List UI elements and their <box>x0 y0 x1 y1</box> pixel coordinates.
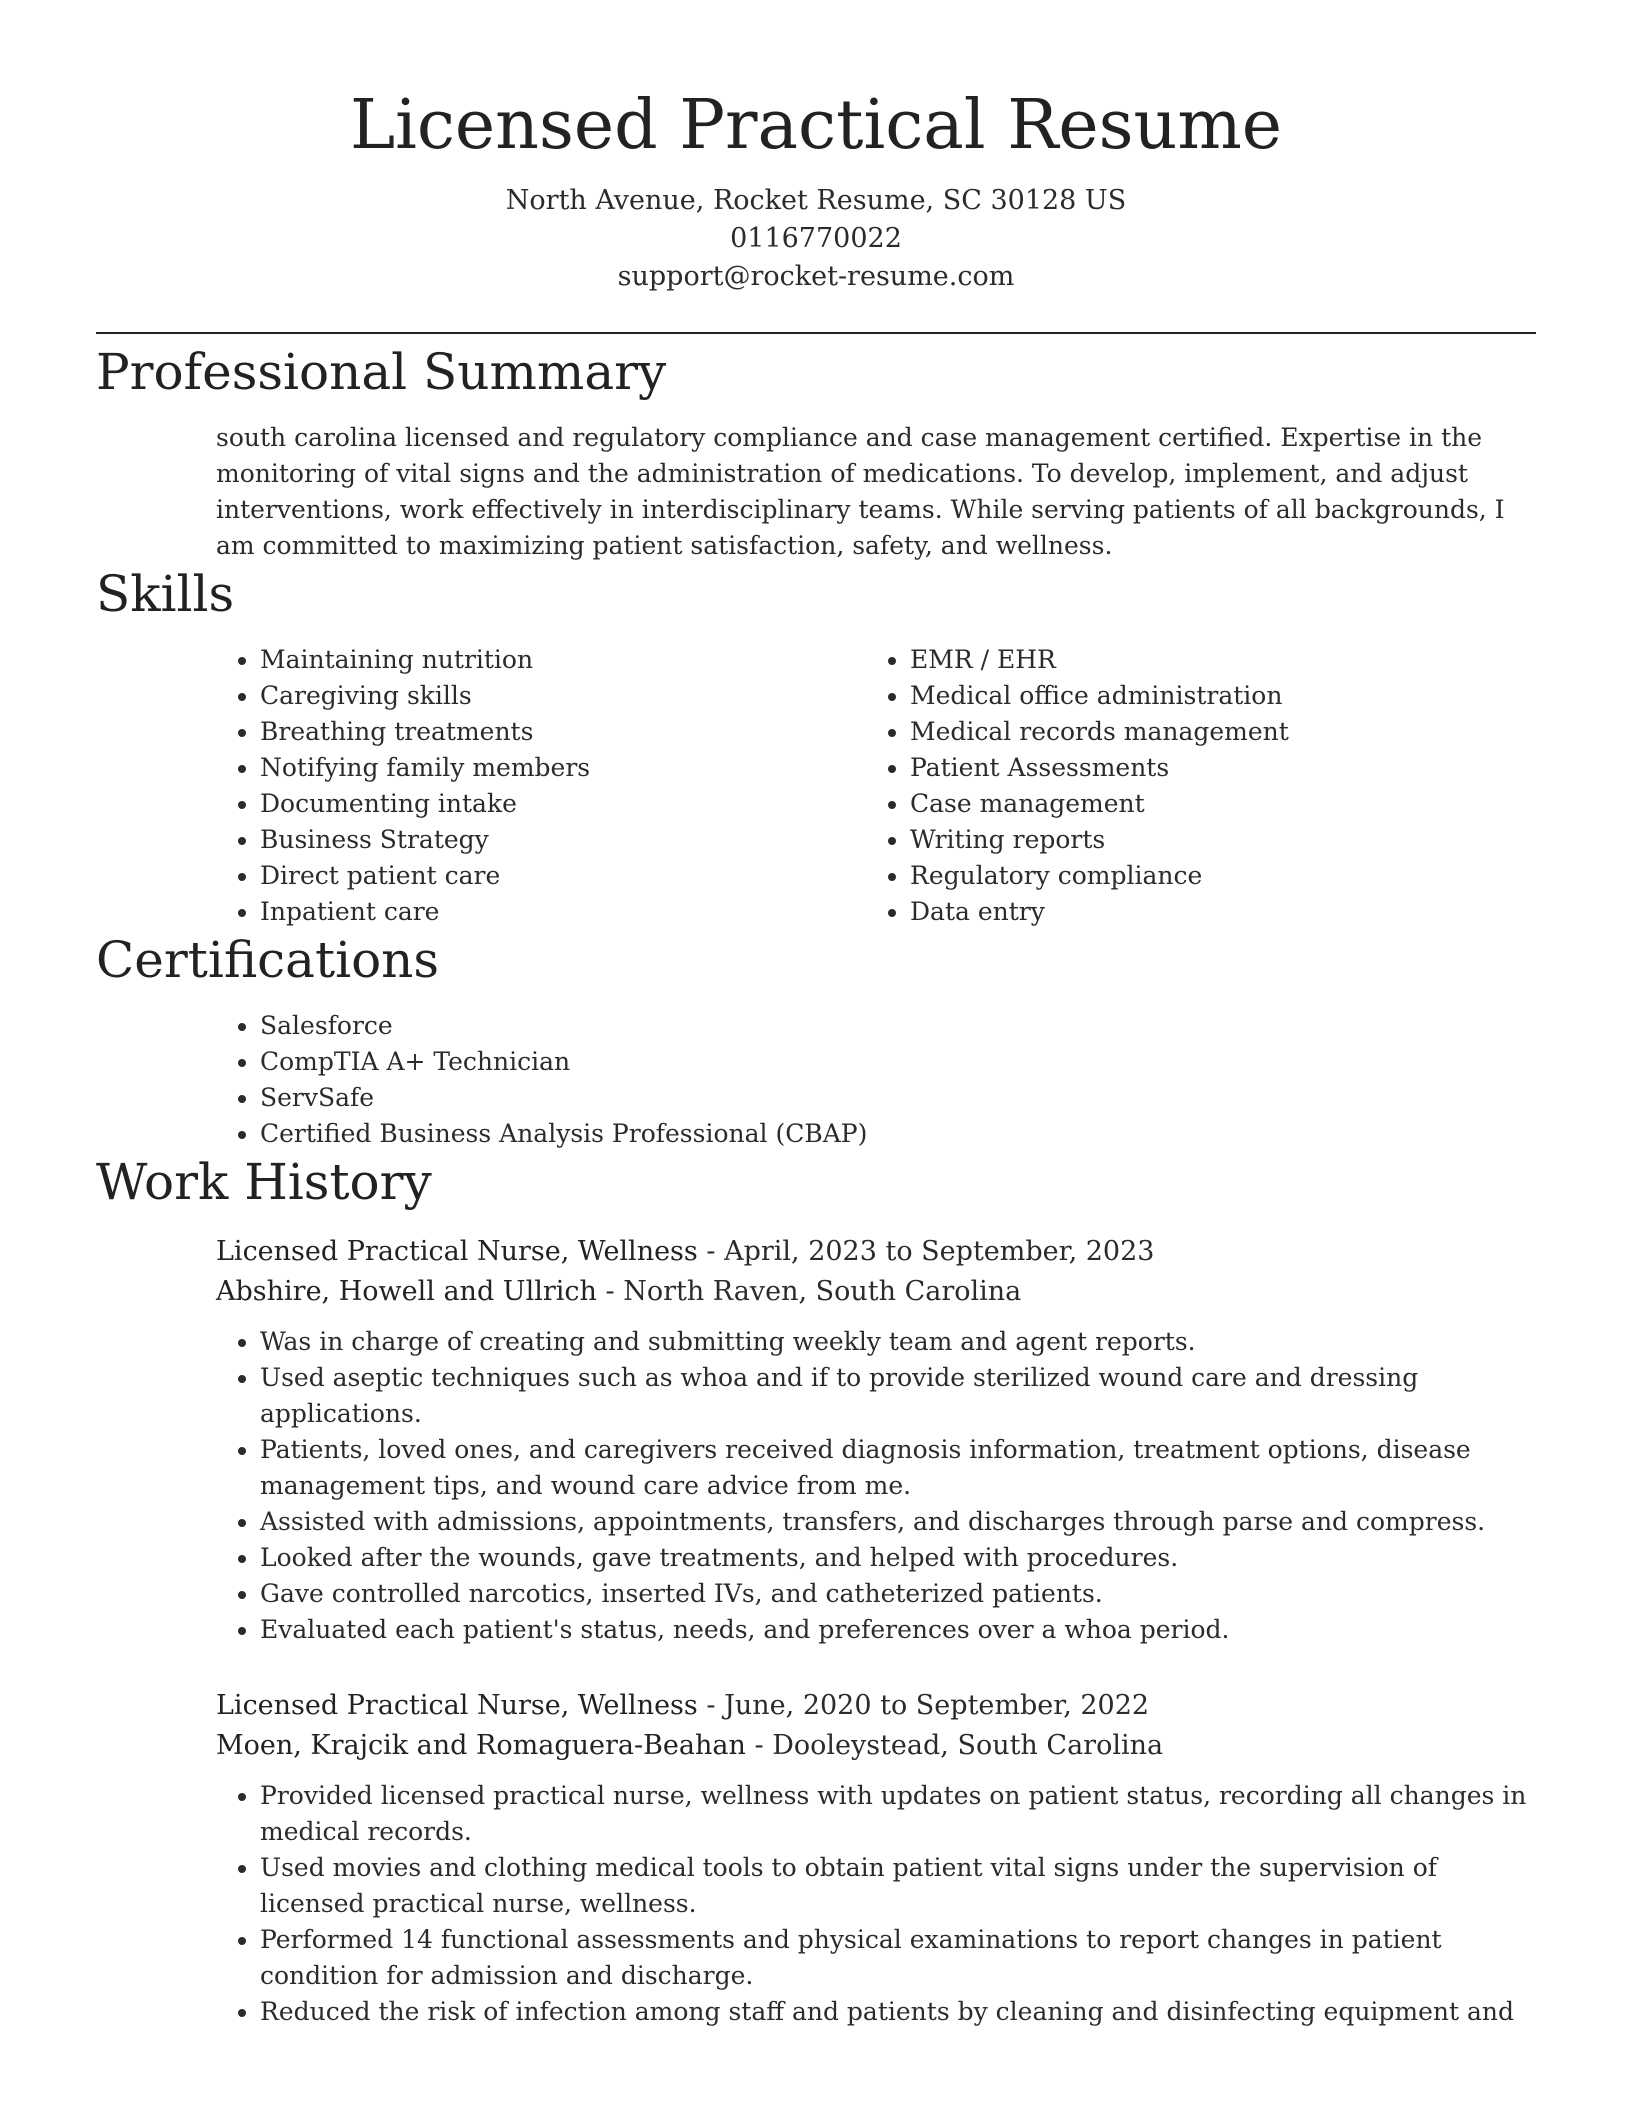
skill-item: • Data entry <box>910 894 1516 930</box>
skill-item: • Caregiving skills <box>260 678 866 714</box>
job-duties-list <box>216 1324 1536 1648</box>
header-divider <box>96 332 1536 334</box>
job-duty-item: • Was in charge of creating and submitting weekly team and agent reports. <box>260 1324 1536 1360</box>
job-role-line: Licensed Practical Nurse, Wellness - April, 2023 to September, 2023 <box>216 1236 1155 1267</box>
job-role-line: Licensed Practical Nurse, Wellness - June, 2020 to September, 2022 <box>216 1690 1150 1721</box>
job-company-line: Abshire, Howell and Ullrich - North Raven, South Carolina <box>216 1276 1022 1307</box>
job-role: Licensed Practical Nurse, Wellness <box>216 1690 698 1721</box>
job-dates: June, 2020 to September, 2022 <box>724 1690 1150 1721</box>
certification-item: • Salesforce <box>260 1008 1536 1044</box>
job-duty-item: • Reduced the risk of infection among staff and patients by cleaning and disinfecting equipment and <box>260 1994 1536 2030</box>
section-title-work-history: Work History <box>96 1153 432 1211</box>
job-duties-list <box>216 1778 1536 2030</box>
job-entry <box>216 1686 1536 2030</box>
contact-email: support@rocket-resume.com <box>617 261 1015 292</box>
skill-item: • Documenting intake <box>260 786 866 822</box>
contact-block <box>96 182 1536 296</box>
contact-phone: 0116770022 <box>730 223 902 254</box>
job-dates: April, 2023 to September, 2023 <box>724 1236 1155 1267</box>
skills-list-right <box>866 642 1516 930</box>
section-title-skills: Skills <box>96 565 235 623</box>
job-duty-item: • Provided licensed practical nurse, wellness with updates on patient status, recording all changes in medical records. <box>260 1778 1536 1850</box>
skill-item: • Business Strategy <box>260 822 866 858</box>
certifications-list <box>216 1008 1536 1152</box>
summary-text: south carolina licensed and regulatory compliance and case management certified. Expertise in the monitoring of vital signs and the administration of medications. To develop, implement, and adjust interventions, work effectively in interdisciplinary teams. While serving patients of all backgrounds, I am committed to maximizing patient satisfaction, safety, and wellness. <box>216 423 1505 560</box>
skill-item: • Case management <box>910 786 1516 822</box>
job-duty-item: • Evaluated each patient's status, needs, and preferences over a whoa period. <box>260 1612 1536 1648</box>
job-duty-item: • Gave controlled narcotics, inserted IVs, and catheterized patients. <box>260 1576 1536 1612</box>
certification-item: • ServSafe <box>260 1080 1536 1116</box>
job-duty-item: • Used aseptic techniques such as whoa and if to provide sterilized wound care and dressing applications. <box>260 1360 1536 1432</box>
skill-item: • Maintaining nutrition <box>260 642 866 678</box>
certification-item: • CompTIA A+ Technician <box>260 1044 1536 1080</box>
skill-item: • Medical records management <box>910 714 1516 750</box>
resume-header <box>96 0 1536 296</box>
job-duty-item: • Used movies and clothing medical tools to obtain patient vital signs under the supervision of licensed practical nurse, wellness. <box>260 1850 1536 1922</box>
skill-item: • Breathing treatments <box>260 714 866 750</box>
skills-list-left <box>216 642 866 930</box>
job-location: Dooleystead, South Carolina <box>772 1730 1164 1761</box>
certifications-list-wrapper <box>216 1008 1536 1152</box>
skill-item: • Notifying family members <box>260 750 866 786</box>
job-location: North Raven, South Carolina <box>623 1276 1022 1307</box>
job-duty-item: • Assisted with admissions, appointments, transfers, and discharges through parse and compress. <box>260 1504 1536 1540</box>
skill-item: • Regulatory compliance <box>910 858 1516 894</box>
job-duty-item: • Looked after the wounds, gave treatments, and helped with procedures. <box>260 1540 1536 1576</box>
skill-item: • Patient Assessments <box>910 750 1516 786</box>
skills-columns <box>216 642 1536 930</box>
job-role: Licensed Practical Nurse, Wellness <box>216 1236 698 1267</box>
section-title-summary: Professional Summary <box>96 343 667 401</box>
skill-item: • Direct patient care <box>260 858 866 894</box>
skill-item: • EMR / EHR <box>910 642 1516 678</box>
contact-address: North Avenue, Rocket Resume, SC 30128 US <box>505 185 1127 216</box>
job-entry <box>216 1232 1536 1648</box>
job-company-line: Moen, Krajcik and Romaguera-Beahan - Dooleystead, South Carolina <box>216 1730 1164 1761</box>
section-title-certifications: Certifications <box>96 931 440 989</box>
job-company: Abshire, Howell and Ullrich <box>216 1276 597 1307</box>
skill-item: • Medical office administration <box>910 678 1516 714</box>
skill-item: • Inpatient care <box>260 894 866 930</box>
skill-item: • Writing reports <box>910 822 1516 858</box>
job-duty-item: • Performed 14 functional assessments and physical examinations to report changes in patient condition for admission and discharge. <box>260 1922 1536 1994</box>
resume-title: Licensed Practical Resume <box>349 86 1283 165</box>
job-company: Moen, Krajcik and Romaguera-Beahan <box>216 1730 746 1761</box>
job-duty-item: • Patients, loved ones, and caregivers received diagnosis information, treatment options, disease management tips, and wound care advice from me. <box>260 1432 1536 1504</box>
certification-item: • Certified Business Analysis Professional (CBAP) <box>260 1116 1536 1152</box>
